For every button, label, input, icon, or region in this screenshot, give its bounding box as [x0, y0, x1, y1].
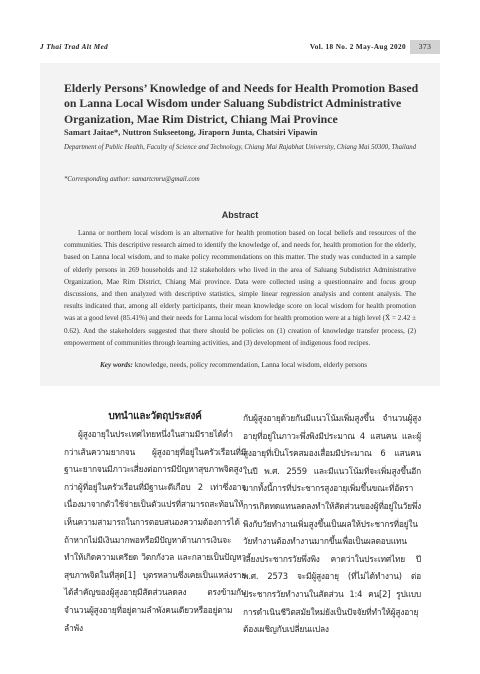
keywords-text: knowledge, needs, policy recommendation, Lanna local wisdom, elderly persons: [134, 361, 368, 369]
body-column-right: [243, 410, 421, 639]
running-head: [40, 40, 440, 54]
page-number: 373: [410, 40, 440, 54]
intro-paragraph-right: กับผู้สูงอายุด้วยกันมีแนวโน้มเพิ่มสูงขึ้น จำนวนผู้สูงอายุที่อยู่ในภาวะพึ่งพิงมีประมาณ 4 แสนคน และผู้สูงอายุที่เป็นโรคสมองเสื่อมมีประมาณ 6 แสนคน ในปี พ.ศ. 2559 และมีแนวโน้มที่จะเพิ่มสูงขึ้นอีกมากทั้งนี้การที่ประชากรสูงอายุเพิ่มขึ้นขณะที่อัตราการเกิดทดแทนลดลงทำให้สัดส่วนของผู้ที่อยู่ในวัยพึ่งพิงกับวัยทำงานเพิ่มสูงขึ้นเป็นผลให้ประชากรที่อยู่ในวัยทำงานต้องทำงานมากขึ้นเพื่อเป็นผลตอบแทนเลี้ยงประชากรวัยพึ่งพิง คาดว่าในประเทศไทย ปี พ.ศ. 2573 จะมีผู้สูงอายุ (ที่ไม่ได้ทำงาน) ต่อประชากรวัยทำงานในสัดส่วน 1:4 คน[2] รูปแบบการดำเนินชีวิตสมัยใหม่ยังเป็นปัจจัยที่ทำให้ผู้สูงอายุต้องเผชิญกับเปลี่ยนแปลง: [243, 413, 422, 635]
section-heading: บทนำและวัตถุประสงค์: [108, 411, 202, 422]
corresponding-author: *Corresponding author: samartcmru@gmail.com: [64, 176, 200, 183]
body-column-left: [64, 408, 246, 637]
article-title: Elderly Persons’ Knowledge of and Needs for Health Promotion Based on Lanna Local Wisdom under Saluang Subdistrict Administrative Organization, Mae Rim District, Chiang Mai Province: [64, 81, 419, 126]
abstract-heading: Abstract: [221, 210, 259, 220]
keywords-line: [100, 361, 420, 369]
intro-paragraph-left: ผู้สูงอายุในประเทศไทยหนึ่งในสามมีรายได้ต่ำกว่าเส้นความยากจน ผู้สูงอายุที่อยู่ในครัวเรือนที่มีฐานะยากจนมีภาวะเสี่ยงต่อการมีปัญหาสุขภาพจิตสูงกว่าผู้ที่อยู่ในครัวเรือนที่มีฐานะดีเกือบ 2 เท่าซึ่งอาจเนื่องมาจากตัวใช้จ่ายเป็นตัวแปรที่สามารถสะท้อนให้เห็นความสามารถในการตอบสนองความต้องการได้ ถ้าหากไม่มีเงินมากพอหรือมีปัญหาด้านการเงินจะทำให้เกิดความเครียด วิตกกังวล และกลายเป็นปัญหาสุขภาพจิตในที่สุด[1] บุตรหลานซึ่งเคยเป็นแหล่งรายได้สำคัญของผู้สูงอายุมีสัดส่วนลดลง ตรงข้ามกับจำนวนผู้สูงอายุที่อยู่ตามลำพังคนเดียวหรืออยู่ตามลำพัง: [64, 429, 246, 633]
abstract-body: Lanna or northern local wisdom is an alternative for health promotion based on local beliefs and resources of the communities. This descriptive research aimed to identify the knowledge of, and needs for, health promotion for the elderly, based on Lanna local wisdom, and to make policy recommendations on this matter. The study was conducted in a sample of elderly persons in 269 households and 12 stakeholders who lived in the area of Saluang Subdistrict Administrative Organization, Mae Rim District, Chiang Mai province. Data were collected using a questionnaire and focus group discussions, and then analyzed with descriptive statistics, simple linear regression analysis and content analysis. The results indicated that, among all elderly participants, their mean knowledge score on local wisdom for health promotion was at a good level (85.41%) and their needs for Lanna local wisdom for health promotion were at a high level (X̄ = 2.42 ± 0.62). And the stakeholders suggested that there should be policies on (1) creation of knowledge transfer process, (2) empowerment of communities through learning activities, and (3) development of indigenous food recipes.: [64, 229, 416, 347]
author-list: Samart Jaitae*, Nuttron Sukseetong, Jiraporn Junta, Chatsiri Vipawin: [64, 128, 318, 137]
volume-issue: Vol. 18 No. 2 May-Aug 2020: [309, 43, 406, 51]
journal-name: J Thai Trad Alt Med: [40, 43, 109, 51]
keywords-label: Key words:: [100, 361, 133, 369]
affiliation: Department of Public Health, Faculty of Science and Technology, Chiang Mai Rajabhat University, Chiang Mai 50300, Thailand: [64, 144, 417, 151]
